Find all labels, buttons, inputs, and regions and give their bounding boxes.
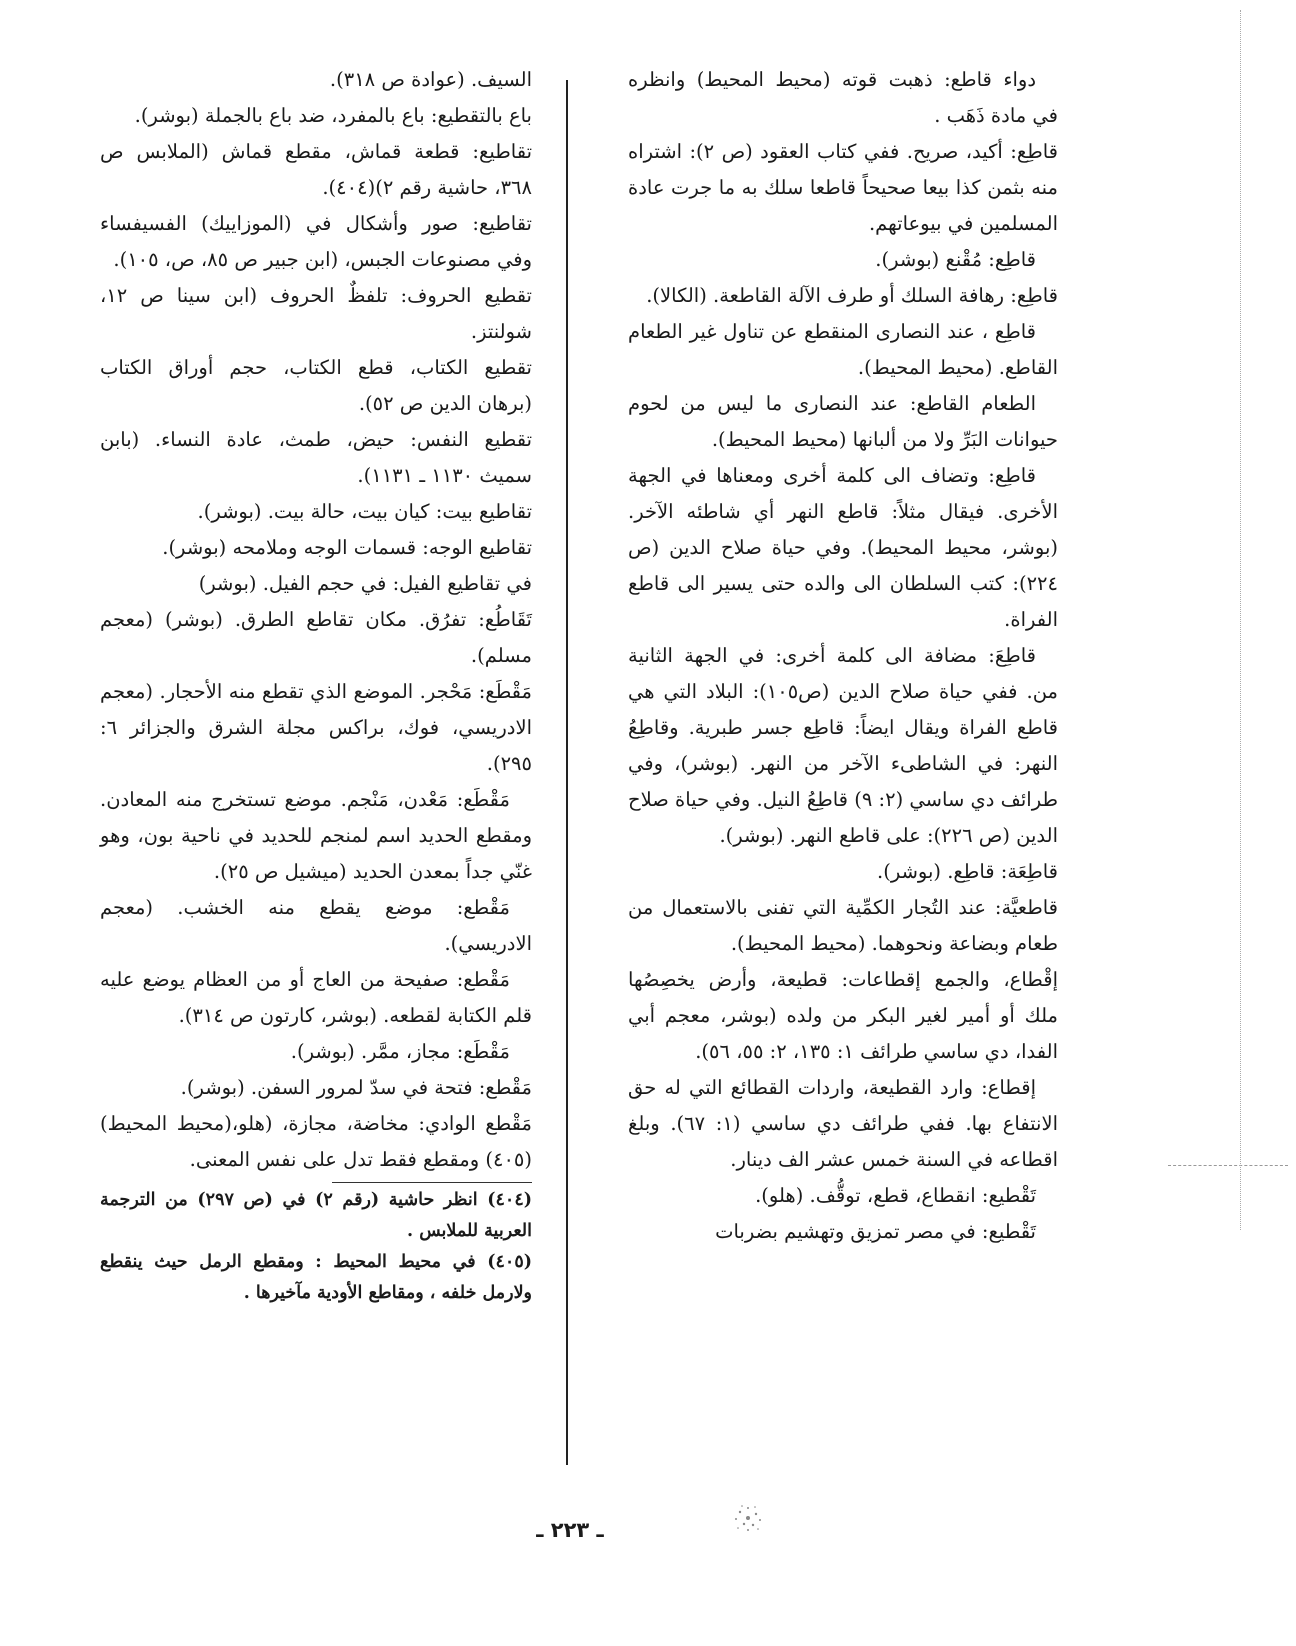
entry-paragraph: قاطِع: رهافة السلك أو طرف الآلة القاطعة. (الكالا).: [646, 284, 1058, 307]
entry-paragraph: تقطيع النفس: حيض، طمث، عادة النساء. (بابن سميث ١١٣٠ ـ ١١٣١).: [100, 428, 532, 487]
margin-dash-mark: [1168, 1165, 1288, 1167]
left-column: [100, 62, 532, 1309]
entry-paragraph: قاطِع: وتضاف الى كلمة أخرى ومعناها في الجهة الأخرى. فيقال مثلاً: قاطع النهر أي شاطئه الآخر. (بوشر، محيط المحيط). وفي حياة صلاح الدين (ص ٢٢٤): كتب السلطان الى والده حتى يسير الى قاطع الفراة.: [628, 464, 1058, 631]
entry-paragraph: مَقْطع الوادي: مخاضة، مجازة، (هلو،(محيط المحيط)(٤٠٥) ومقطع فقط تدل على نفس المعنى.: [100, 1112, 532, 1171]
entry-paragraph: قاطِعَ: مضافة الى كلمة أخرى: في الجهة الثانية من. ففي حياة صلاح الدين (ص١٠٥): البلاد التي هي قاطع الفراة ويقال ايضاً: قاطِع جسر طبرية. وقاطِعُ النهر: في الشاطىء الآخر من النهر. (بوشر)، وفي طرائف دي ساسي (٢: ٩) قاطِعُ النيل. وفي حياة صلاح الدين (ص ٢٢٦): على قاطع النهر. (بوشر).: [628, 644, 1058, 847]
entry-paragraph: مَقْطع: صفيحة من العاج أو من العظام يوضع عليه قلم الكتابة لقطعه. (بوشر، كارتون ص ٣١٤).: [100, 968, 532, 1027]
footnote: (٤٠٤) انظر حاشية (رقم ٢) في (ص ٢٩٧) من الترجمة العربية للملابس .: [100, 1190, 533, 1241]
entry-paragraph: إقْطاع، والجمع إقطاعات: قطيعة، وأرض يخصِصُها ملك أو أمير لغير البكر من ولده (بوشر، معجم أبي الفدا، دي ساسي طرائف ١: ١٣٥، ٢: ٥٥، ٥٦).: [628, 968, 1058, 1063]
entry-paragraph: تقطيع الحروف: تلفظٌ الحروف (ابن سينا ص ١٢، شولنتز.: [100, 284, 532, 343]
library-stamp-mark: [718, 1488, 778, 1548]
footnotes: [100, 1185, 532, 1309]
entry-paragraph: السيف. (عوادة ص ٣١٨).: [329, 68, 532, 91]
entry-paragraph: الطعام القاطع: عند النصارى ما ليس من لحوم حيوانات البَرِّ ولا من ألبانها (محيط المحيط).: [628, 392, 1058, 451]
entry-paragraph: مَقْطَع: مجاز، ممَّر. (بوشر).: [290, 1040, 510, 1063]
entry-paragraph: تقاطيع: قطعة قماش، مقطع قماش (الملابس ص ٣٦٨، حاشية رقم ٢)(٤٠٤).: [100, 140, 532, 199]
entry-paragraph: مَقْطَع: مَحْجر. الموضع الذي تقطع منه الأحجار. (معجم الادريسي، فوك، براكس مجلة الشرق والجزائر ٦: ٢٩٥).: [100, 680, 532, 775]
entry-paragraph: باع بالتقطيع: باع بالمفرد، ضد باع بالجملة (بوشر).: [134, 104, 532, 127]
entry-paragraph: مَقْطع: فتحة في سدّ لمرور السفن. (بوشر).: [180, 1076, 532, 1099]
entry-paragraph: مَقْطَع: مَعْدن، مَنْجم. موضع تستخرج منه المعادن. ومقطع الحديد اسم لمنجم للحديد في ناحية بون، وهو غنّي جداً بمعدن الحديد (ميشيل ص ٢٥).: [100, 788, 532, 883]
entry-paragraph: تَقَاطُع: تفرُق. مكان تقاطع الطرق. (بوشر) (معجم مسلم).: [100, 608, 532, 667]
entry-paragraph: تقاطيع الوجه: قسمات الوجه وملامحه (بوشر).: [162, 536, 532, 559]
entry-paragraph: تقاطيع بيت: كيان بيت، حالة بيت. (بوشر).: [197, 500, 532, 523]
footnote-rule: [332, 1182, 532, 1183]
entry-paragraph: تقاطيع: صور وأشكال في (الموزاييك) الفسيفساء وفي مصنوعات الجبس، (ابن جبير ص ٨٥، ص، ١٠٥).: [100, 212, 532, 271]
entry-paragraph: تقطيع الكتاب، قطع الكتاب، حجم أوراق الكتاب (برهان الدين ص ٥٢).: [100, 356, 532, 415]
page-number: ـ ٢٢٣ ـ: [536, 1518, 604, 1542]
entry-paragraph: إقطاع: وارد القطيعة، واردات القطائع التي له حق الانتفاع بها. ففي طرائف دي ساسي (١: ٦٧). وبلغ اقطاعه في السنة خمس عشر الف دينار.: [628, 1076, 1058, 1171]
scan-edge-mark: [1240, 10, 1242, 1230]
entry-paragraph: مَقْطع: موضع يقطع منه الخشب. (معجم الادريسي).: [100, 896, 532, 955]
right-column: [628, 62, 1058, 1250]
entry-paragraph: قاطِع: مُقْنع (بوشر).: [875, 248, 1036, 271]
column-divider: [566, 80, 568, 1465]
left-column-entries: [100, 62, 532, 1178]
entry-paragraph: في تقاطيع الفيل: في حجم الفيل. (بوشر): [198, 572, 532, 595]
entry-paragraph: قاطِعَة: قاطِع. (بوشر).: [877, 860, 1058, 883]
footnote: (٤٠٥) في محيط المحيط : ومقطع الرمل حيث ينقطع ولارمل خلفه ، ومقاطع الأودية مآخيرها .: [100, 1252, 532, 1303]
entry-paragraph: تَقْطيع: انقطاع، قطع، توقُّف. (هلو).: [755, 1184, 1036, 1207]
entry-paragraph: قاطعيَّة: عند التُجار الكمِّية التي تفنى بالاستعمال من طعام وبضاعة ونحوهما. (محيط المحيط).: [628, 896, 1058, 955]
entry-paragraph: دواء قاطع: ذهبت قوته (محيط المحيط) وانظره في مادة ذَهَب .: [628, 68, 1058, 127]
entry-paragraph: تَقْطيع: في مصر تمزيق وتهشيم بضربات: [715, 1220, 1036, 1243]
entry-paragraph: قاطِع ، عند النصارى المنقطع عن تناول غير الطعام القاطع. (محيط المحيط).: [628, 320, 1058, 379]
entry-paragraph: قاطِع: أكيد، صريح. ففي كتاب العقود (ص ٢): اشتراه منه بثمن كذا بيعا صحيحاً قاطعا سلك به ما جرت عادة المسلمين في بيوعاتهم.: [628, 140, 1058, 235]
